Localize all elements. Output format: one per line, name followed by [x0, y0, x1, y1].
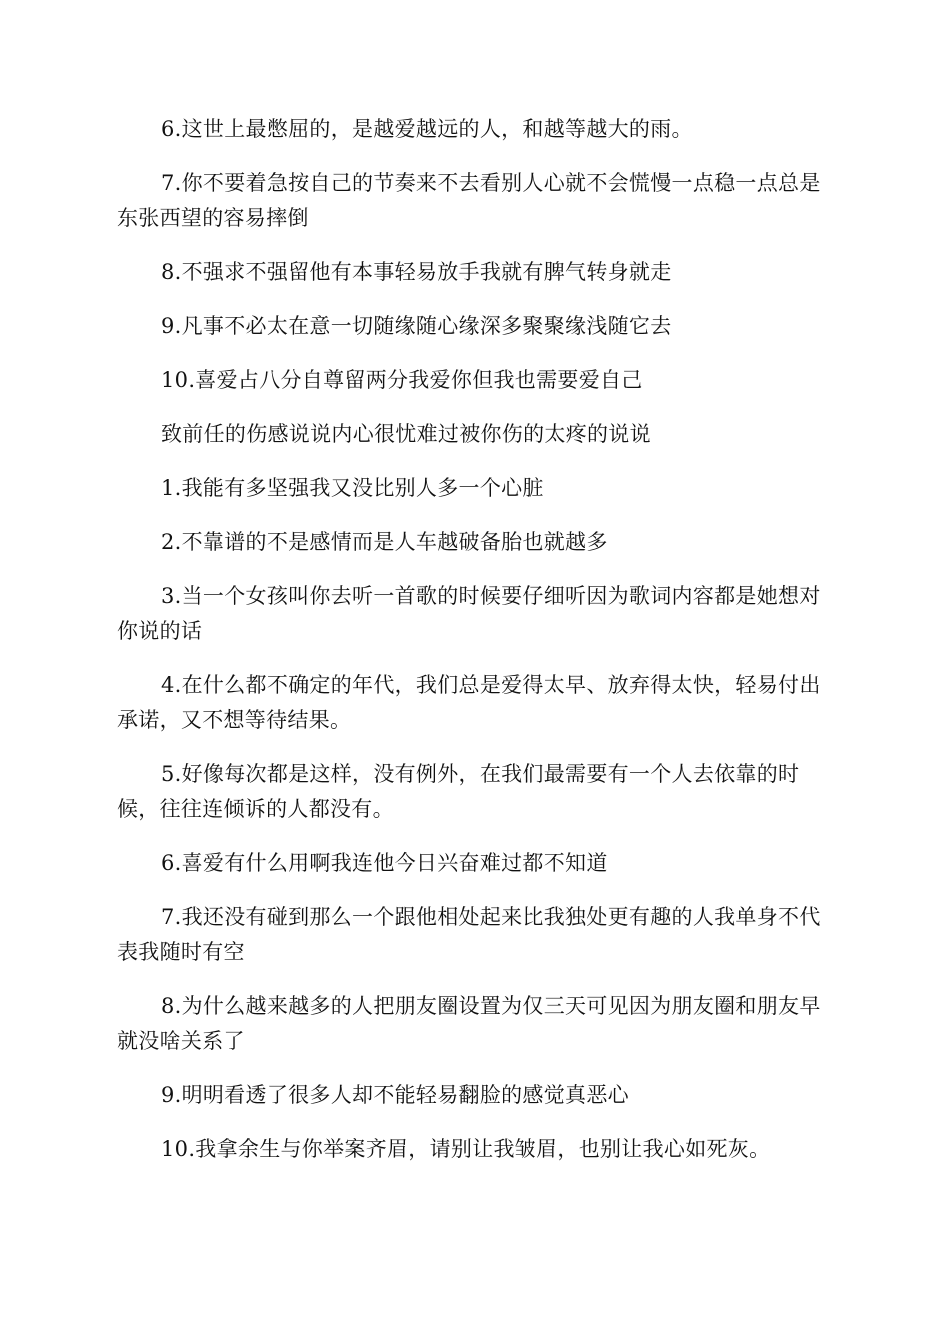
paragraph: 2.不靠谱的不是感情而是人车越破备胎也就越多 [161, 530, 608, 554]
document-body [117, 112, 833, 1186]
paragraph: 5.好像每次都是这样，没有例外，在我们最需要有一个人去依靠的时候，往往连倾诉的人都没有。 [117, 762, 800, 821]
paragraph: 1.我能有多坚强我又没比别人多一个心脏 [161, 476, 544, 500]
paragraph: 6.这世上最憋屈的，是越爱越远的人，和越等越大的雨。 [161, 117, 693, 141]
paragraph: 3.当一个女孩叫你去听一首歌的时候要仔细听因为歌词内容都是她想对你说的话 [117, 584, 821, 643]
paragraph: 8.不强求不强留他有本事轻易放手我就有脾气转身就走 [161, 260, 672, 284]
paragraph: 9.凡事不必太在意一切随缘随心缘深多聚聚缘浅随它去 [161, 314, 672, 338]
paragraph: 7.你不要着急按自己的节奏来不去看别人心就不会慌慢一点稳一点总是东张西望的容易摔倒 [117, 171, 821, 230]
paragraph: 10.喜爱占八分自尊留两分我爱你但我也需要爱自己 [161, 368, 643, 392]
section-heading: 致前任的伤感说说内心很忧难过被你伤的太疼的说说 [161, 422, 651, 446]
paragraph: 7.我还没有碰到那么一个跟他相处起来比我独处更有趣的人我单身不代表我随时有空 [117, 905, 821, 964]
paragraph: 9.明明看透了很多人却不能轻易翻脸的感觉真恶心 [161, 1083, 629, 1107]
paragraph: 4.在什么都不确定的年代，我们总是爱得太早、放弃得太快，轻易付出承诺，又不想等待结果。 [117, 673, 821, 732]
paragraph: 10.我拿余生与你举案齐眉，请别让我皱眉，也别让我心如死灰。 [161, 1137, 771, 1161]
paragraph: 8.为什么越来越多的人把朋友圈设置为仅三天可见因为朋友圈和朋友早就没啥关系了 [117, 994, 821, 1053]
paragraph: 6.喜爱有什么用啊我连他今日兴奋难过都不知道 [161, 851, 608, 875]
